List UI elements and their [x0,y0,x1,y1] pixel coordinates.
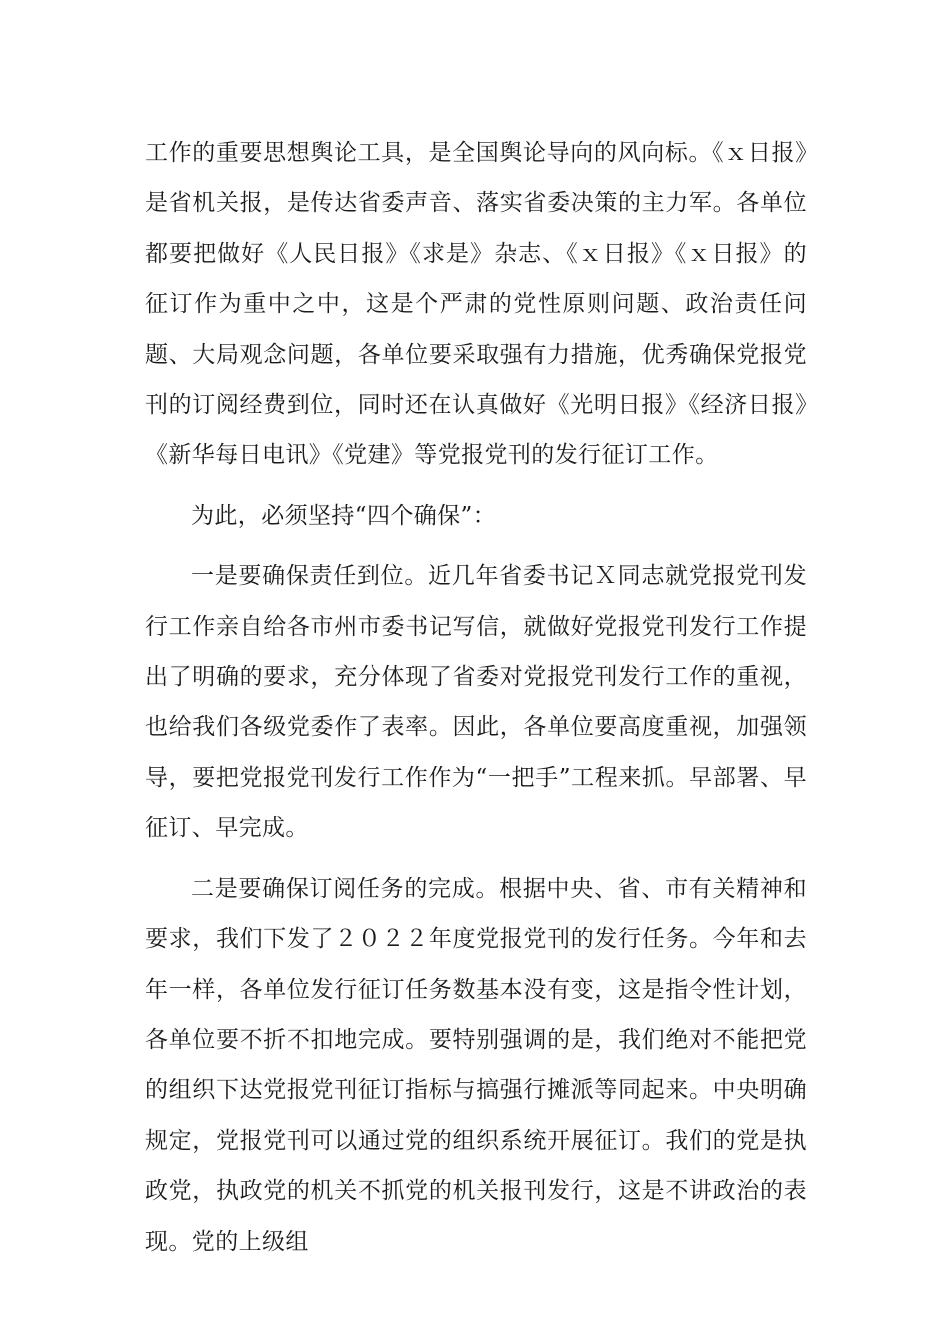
paragraph-ensure-subscription-tasks: 二是要确保订阅任务的完成。根据中央、省、市有关精神和要求，我们下发了２０２２年度党报党刊的发行任务。今年和去年一样，各单位发行征订任务数基本没有变，这是指令性计划，各单位要不折不扣地完成。要特别强调的是，我们绝对不能把党的组织下达党报党刊征订指标与搞强行摊派等同起来。中央明确规定，党报党刊可以通过党的组织系统开展征订。我们的党是执政党，执政党的机关不抓党的机关报刊发行，这是不讲政治的表现。党的上级组 [145,875,807,1255]
document-body [145,128,807,1267]
paragraph-ensure-responsibility: 一是要确保责任到位。近几年省委书记Ｘ同志就党报党刊发行工作亲自给各市州市委书记写信，就做好党报党刊发行工作提出了明确的要求，充分体现了省委对党报党刊发行工作的重视，也给我们各级党委作了表率。因此，各单位要高度重视，加强领导，要把党报党刊发行工作作为“一把手”工程来抓。早部署、早征订、早完成。 [145,563,807,842]
paragraph-continuation: 工作的重要思想舆论工具，是全国舆论导向的风向标。《ｘ日报》是省机关报，是传达省委声音、落实省委决策的主力军。各单位都要把做好《人民日报》《求是》杂志、《ｘ日报》《ｘ日报》的征订作为重中之中，这是个严肃的党性原则问题、政治责任问题、大局观念问题，各单位要采取强有力措施，优秀确保党报党刊的订阅经费到位，同时还在认真做好《光明日报》《经济日报》《新华每日电讯》《党建》等党报党刊的发行征订工作。 [145,140,807,469]
paragraph-four-ensures-intro: 为此，必须坚持“四个确保”： [191,502,497,529]
